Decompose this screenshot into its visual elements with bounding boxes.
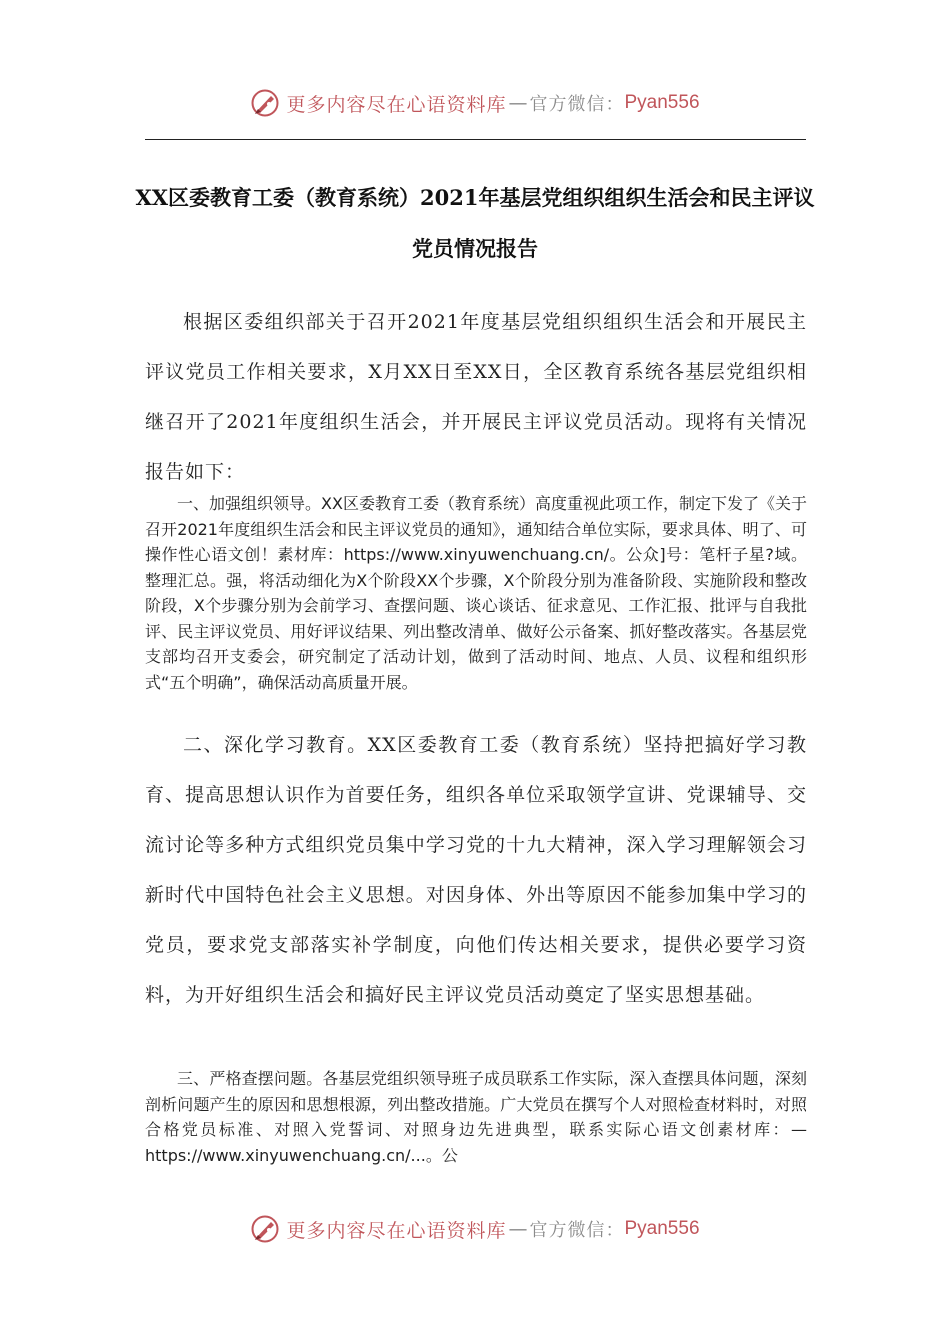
section-3-paragraph: 三、严格查摆问题。各基层党组织领导班子成员联系工作实际，深入查摆具体问题，深刻剖析问题产生的原因和思想根源，列出整改措施。广大党员在撰写个人对照检查材料时，对照合格党员标准、对照入党誓词、对照身边先进典型，联系实际心语文创素材库：—https://www.xinyuwenchuang.cn/...。公 <box>145 1069 807 1165</box>
pen-logo-icon <box>250 88 280 118</box>
watermark-account-label: 官方微信： <box>529 94 625 115</box>
watermark-account-label: 官方微信： <box>529 1220 625 1241</box>
pen-logo-icon <box>250 1214 280 1244</box>
watermark-account-id: Pyan556 <box>624 92 700 113</box>
watermark-separator: — <box>508 92 528 114</box>
header-divider <box>145 139 806 140</box>
section-2-paragraph: 二、深化学习教育。XX区委教育工委（教育系统）坚持把搞好学习教育、提高思想认识作为首要任务，组织各单位采取领学宣讲、党课辅导、交流讨论等多种方式组织党员集中学习党的十九大精神，深入学习理解领会习新时代中国特色社会主义思想。对因身体、外出等原因不能参加集中学习的党员，要求党支部落实补学制度，向他们传达相关要求，提供必要学习资料，为开好组织生活会和搞好民主评议党员活动奠定了坚实思想基础。 <box>145 734 807 1006</box>
watermark-brand: 更多内容尽在心语资料库 <box>286 1219 507 1242</box>
watermark-account-id: Pyan556 <box>624 1218 700 1239</box>
document-title: XX区委教育工委（教育系统）2021年基层党组织组织生活会和民主评议党员情况报告 <box>135 185 815 261</box>
intro-paragraph: 根据区委组织部关于召开2021年度基层党组织组织生活会和开展民主评议党员工作相关要求，X月XX日至XX日，全区教育系统各基层党组织相继召开了2021年度组织生活会，并开展民主评议党员活动。现将有关情况报告如下： <box>145 311 807 483</box>
watermark-separator: — <box>508 1218 528 1240</box>
section-1-paragraph: 一、加强组织领导。XX区委教育工委（教育系统）高度重视此项工作，制定下发了《关于召开2021年度组织生活会和民主评议党员的通知》，通知结合单位实际，要求具体、明了、可操作性心语文创！素材库：https://www.xinyuwenchuang.cn/。公众]号：笔杆子星?域。整理汇总。强，将活动细化为X个阶段XX个步骤，X个阶段分别为准备阶段、实施阶段和整改阶段，X个步骤分别为会前学习、查摆问题、谈心谈话、征求意见、工作汇报、批评与自我批评、民主评议党员、用好评议结果、列出整改清单、做好公示备案、抓好整改落实。各基层党支部均召开支委会，研究制定了活动计划，做到了活动时间、地点、人员、议程和组织形式“五个明确”，确保活动高质量开展。 <box>145 494 807 692</box>
watermark-brand: 更多内容尽在心语资料库 <box>286 93 507 116</box>
header-watermark <box>0 83 950 123</box>
footer-watermark <box>0 1209 950 1249</box>
